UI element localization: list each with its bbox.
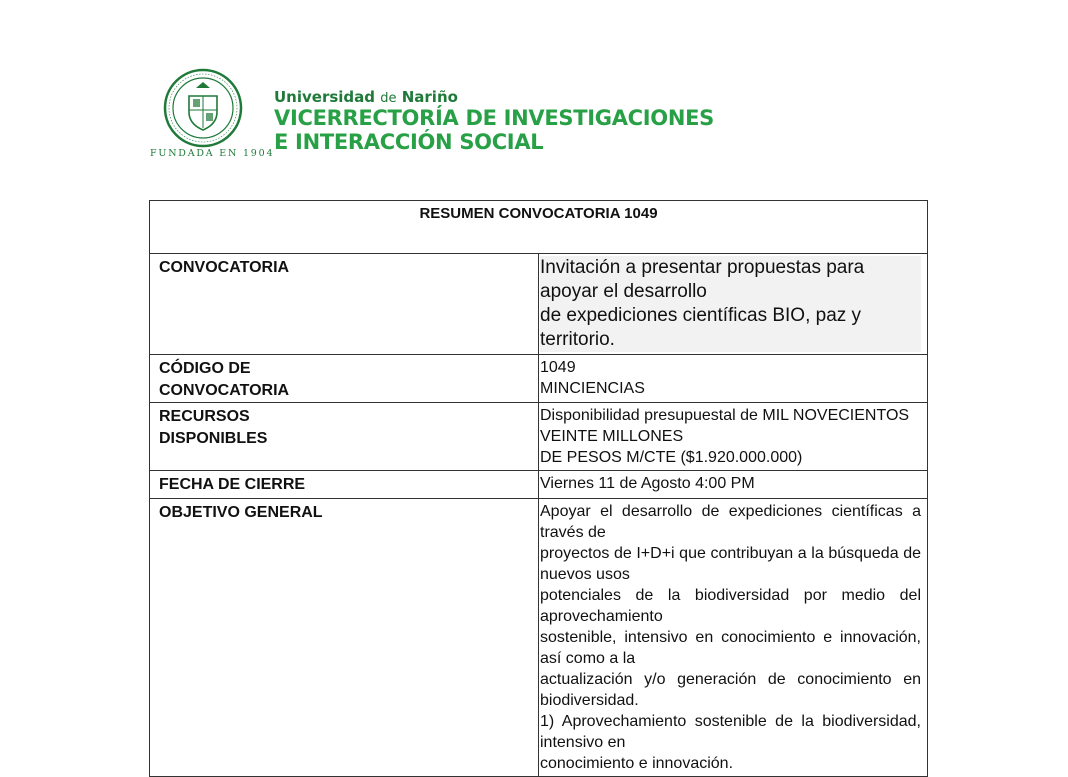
table-title-row xyxy=(150,201,928,254)
row-label-codigo xyxy=(150,355,539,403)
value-line: sostenible, intensivo en conocimiento e innovación, así como a la xyxy=(540,629,921,667)
vicerrectoria-line-2: E INTERACCIÓN SOCIAL xyxy=(274,130,544,154)
label-line: CONVOCATORIA xyxy=(159,382,290,399)
row-value-convocatoria xyxy=(539,254,928,355)
vicerrectoria-line-1: VICERRECTORÍA DE INVESTIGACIONES xyxy=(274,106,714,130)
value-line: conocimiento e innovación. xyxy=(540,755,734,772)
university-name-part1: Universidad xyxy=(274,88,376,106)
value-line: 1) Aprovechamiento sostenible de la biodiversidad, intensivo en xyxy=(540,713,921,751)
table-title: RESUMEN CONVOCATORIA 1049 xyxy=(150,201,928,254)
row-label-fecha: FECHA DE CIERRE xyxy=(150,471,539,499)
value-line: 1049 xyxy=(540,359,576,376)
university-name xyxy=(274,88,458,106)
university-name-part2: Nariño xyxy=(401,88,458,106)
row-value-fecha xyxy=(539,471,928,499)
value-line: de expediciones científicas BIO, paz y territorio. xyxy=(540,305,862,350)
value-line: DE PESOS M/CTE ($1.920.000.000) xyxy=(540,449,803,466)
value-line: Invitación a presentar propuestas para apoyar el desarrollo xyxy=(540,257,865,302)
summary-table xyxy=(149,200,928,777)
row-label-recursos xyxy=(150,403,539,471)
table-row-objetivo xyxy=(150,499,928,777)
value-line: proyectos de I+D+i que contribuyan a la búsqueda de nuevos usos xyxy=(540,545,921,583)
value-line: actualización y/o generación de conocimiento en biodiversidad. xyxy=(540,671,921,709)
value-line: Disponibilidad presupuestal de MIL NOVECIENTOS VEINTE MILLONES xyxy=(540,407,910,445)
table-row-codigo xyxy=(150,355,928,403)
table-row-recursos xyxy=(150,403,928,471)
label-line: DISPONIBLES xyxy=(159,430,268,447)
university-seal-icon xyxy=(163,68,243,148)
value-line: MINCIENCIAS xyxy=(540,380,645,397)
value-line: Viernes 11 de Agosto 4:00 PM xyxy=(540,475,755,492)
document-header xyxy=(0,0,1068,180)
value-line: Apoyar el desarrollo de expediciones científicas a través de xyxy=(540,503,921,541)
table-row-fecha xyxy=(150,471,928,499)
row-value-recursos xyxy=(539,403,928,471)
founded-caption: FUNDADA EN 1904 xyxy=(150,148,275,159)
label-line: RECURSOS xyxy=(159,408,250,425)
row-value-codigo xyxy=(539,355,928,403)
table-row-convocatoria xyxy=(150,254,928,355)
row-label-objetivo: OBJETIVO GENERAL xyxy=(150,499,539,777)
value-line: potenciales de la biodiversidad por medio del aprovechamiento xyxy=(540,587,921,625)
row-value-objetivo xyxy=(539,499,928,777)
university-name-de: de xyxy=(380,91,397,106)
label-line: CÓDIGO DE xyxy=(159,360,251,377)
convocatoria-text xyxy=(540,256,921,352)
row-label-convocatoria: CONVOCATORIA xyxy=(150,254,539,355)
